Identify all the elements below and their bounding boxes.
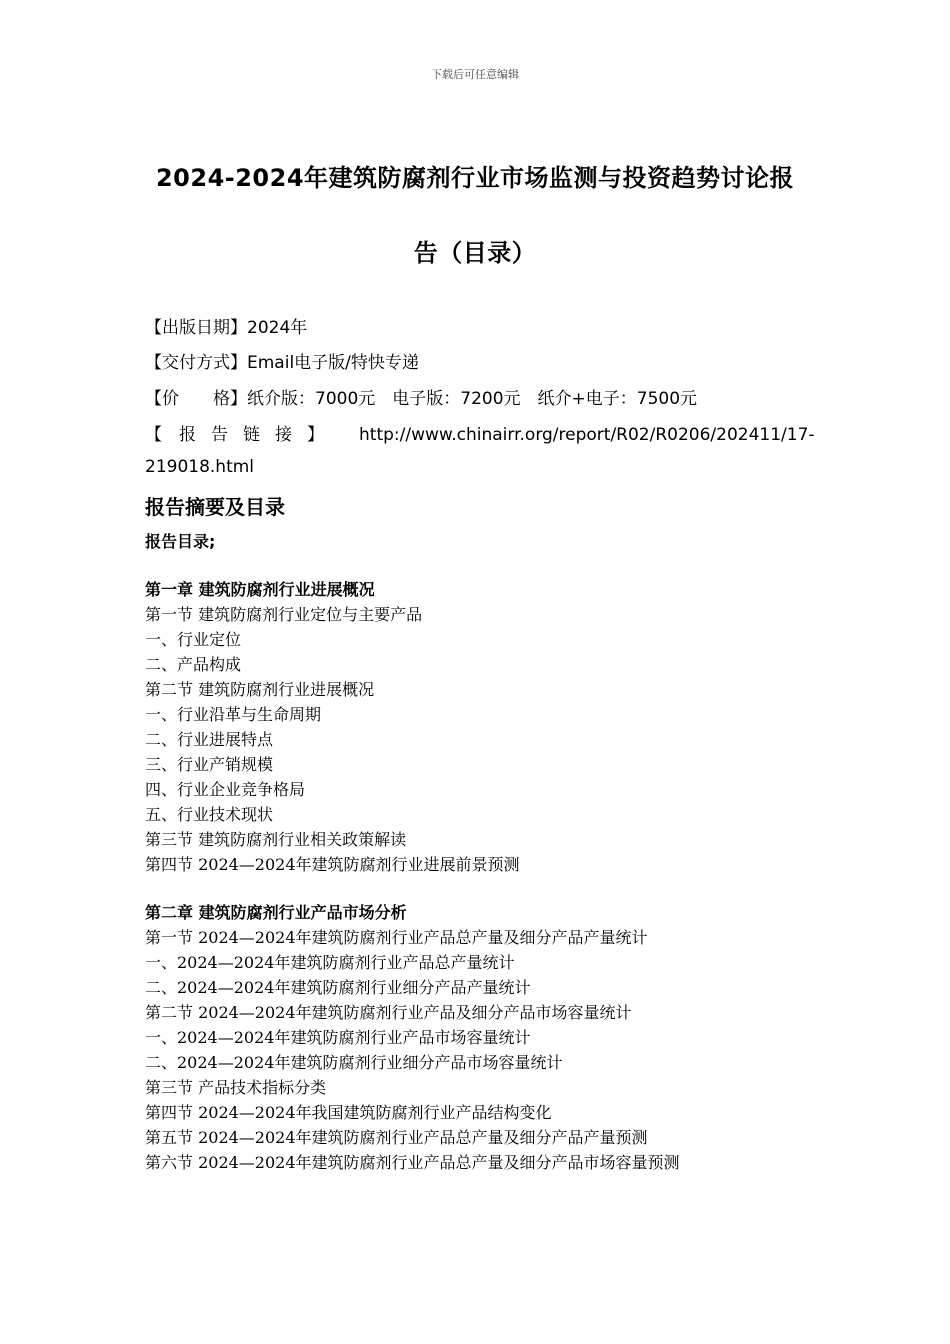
report-link-row	[145, 420, 815, 445]
delivery-method-label: 【交付方式】	[145, 353, 247, 373]
toc-item: 第一节 2024—2024年建筑防腐剂行业产品总产量及细分产品产量统计	[145, 928, 648, 947]
price-value: 纸介版：7000元 电子版：7200元 纸介+电子：7500元	[247, 389, 698, 409]
chapter-1-block	[145, 577, 845, 877]
toc-item: 二、2024—2024年建筑防腐剂行业细分产品市场容量统计	[145, 1053, 563, 1072]
report-link-url-continued[interactable]: 219018.html	[145, 457, 255, 477]
toc-item: 四、行业企业竞争格局	[145, 780, 306, 799]
report-link-label-char: 链	[243, 425, 260, 445]
publish-date-value: 2024年	[247, 318, 308, 338]
toc-item: 第四节 2024—2024年我国建筑防腐剂行业产品结构变化	[145, 1103, 552, 1122]
report-link-label	[145, 420, 345, 445]
report-title-line-1: 2024-2024年建筑防腐剂行业市场监测与投资趋势讨论报	[155, 164, 795, 192]
chapter-2-block	[145, 900, 845, 1175]
toc-item: 第三节 产品技术指标分类	[145, 1078, 327, 1097]
delivery-method-row	[145, 348, 419, 373]
delivery-method-value: Email电子版/特快专递	[247, 353, 419, 373]
report-link-label-char: 【	[145, 425, 162, 445]
page-header-note: 下载后可任意编辑	[431, 68, 519, 81]
report-link-label-char: 报	[179, 425, 196, 445]
toc-item: 一、2024—2024年建筑防腐剂行业产品总产量统计	[145, 953, 515, 972]
toc-item: 二、行业进展特点	[145, 730, 274, 749]
chapter-2-title: 第二章 建筑防腐剂行业产品市场分析	[145, 903, 407, 922]
toc-item: 一、行业定位	[145, 630, 242, 649]
publish-date-row	[145, 313, 307, 338]
report-link-label-char: 】	[307, 425, 324, 445]
toc-item: 第一节 建筑防腐剂行业定位与主要产品	[145, 605, 423, 624]
toc-item: 一、2024—2024年建筑防腐剂行业产品市场容量统计	[145, 1028, 531, 1047]
report-link-label-char: 告	[211, 425, 228, 445]
report-title-line-2: 告（目录）	[413, 239, 537, 267]
toc-item: 第五节 2024—2024年建筑防腐剂行业产品总产量及细分产品产量预测	[145, 1128, 648, 1147]
toc-item: 第二节 建筑防腐剂行业进展概况	[145, 680, 375, 699]
price-row	[145, 384, 697, 409]
toc-item: 第六节 2024—2024年建筑防腐剂行业产品总产量及细分产品市场容量预测	[145, 1153, 680, 1172]
toc-item: 第三节 建筑防腐剂行业相关政策解读	[145, 830, 407, 849]
summary-section-title: 报告摘要及目录	[145, 495, 285, 519]
chapter-1-title: 第一章 建筑防腐剂行业进展概况	[145, 580, 375, 599]
report-link-url[interactable]: http://www.chinairr.org/report/R02/R0206/202411/17-	[359, 425, 815, 445]
price-label: 【价 格】	[145, 389, 247, 409]
report-link-label-char: 接	[275, 425, 292, 445]
toc-item: 第二节 2024—2024年建筑防腐剂行业产品及细分产品市场容量统计	[145, 1003, 632, 1022]
toc-heading: 报告目录;	[145, 532, 216, 551]
toc-item: 五、行业技术现状	[145, 805, 274, 824]
toc-item: 一、行业沿革与生命周期	[145, 705, 322, 724]
publish-date-label: 【出版日期】	[145, 318, 247, 338]
toc-item: 二、2024—2024年建筑防腐剂行业细分产品产量统计	[145, 978, 531, 997]
toc-item: 第四节 2024—2024年建筑防腐剂行业进展前景预测	[145, 855, 520, 874]
toc-item: 三、行业产销规模	[145, 755, 274, 774]
toc-item: 二、产品构成	[145, 655, 242, 674]
